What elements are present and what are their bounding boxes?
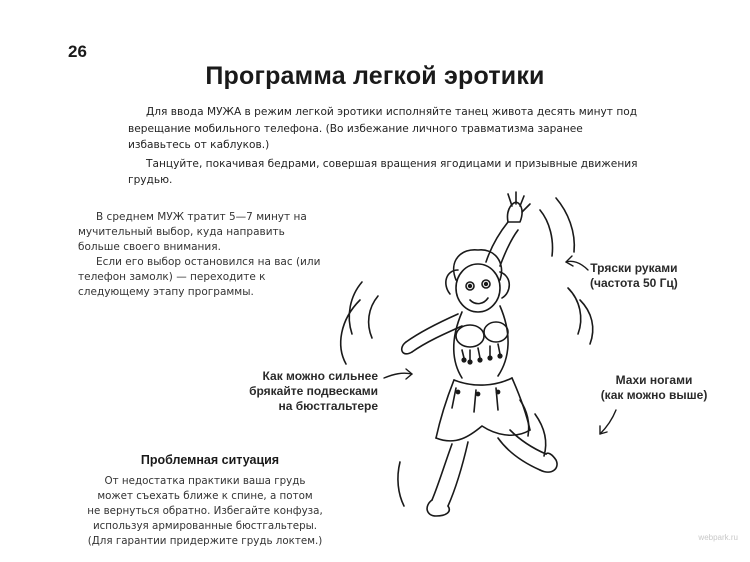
- side-note-paragraph-2: Если его выбор остановился на вас (или телефон замолк) — переходите к следующему этапу программы.: [78, 256, 321, 298]
- problem-line-4: используя армированные бюстгальтеры.: [92, 520, 318, 532]
- problem-line-2: может съехать ближе к спине, а потом: [97, 490, 313, 502]
- callout-legs-line-2: (как можно выше): [600, 388, 708, 402]
- side-note-paragraph-1: В среднем МУЖ тратит 5—7 минут на мучительный выбор, куда направить больше своего внимания.: [78, 211, 307, 253]
- callout-bra-line-2: брякайте подвесками: [249, 384, 378, 398]
- problem-line-3: не вернуться обратно. Избегайте конфуза,: [87, 505, 323, 517]
- page-title: Программа легкой эротики: [205, 62, 545, 90]
- problem-line-1: От недостатка практики ваша грудь: [104, 475, 306, 487]
- callout-bra-line-1: Как можно сильнее: [262, 369, 378, 383]
- intro-paragraph-1: Для ввода МУЖА в режим легкой эротики исполняйте танец живота десять минут под верещание мобильного телефона. (Во избежание личного травматизма заранее избавьтесь от каблуков.): [128, 106, 638, 151]
- problem-title: Проблемная ситуация: [140, 453, 280, 467]
- callout-bra-line-3: на бюстгальтере: [278, 399, 378, 413]
- problem-text: [60, 474, 350, 549]
- problem-line-5: (Для гарантии придержите грудь локтем.): [87, 535, 323, 547]
- intro-paragraph-2: Танцуйте, покачивая бедрами, совершая вращения ягодицами и призывные движения грудью.: [128, 157, 638, 186]
- callout-arms-line-2: (частота 50 Гц): [590, 276, 678, 290]
- callout-legs-line-1: Махи ногами: [615, 373, 693, 387]
- page-number: 26: [68, 42, 87, 61]
- callout-arms-line-1: Тряски руками: [590, 261, 678, 275]
- arrow-arms-icon: [566, 261, 588, 270]
- arrow-legs-icon: [600, 410, 616, 434]
- watermark: webpark.ru: [698, 533, 738, 542]
